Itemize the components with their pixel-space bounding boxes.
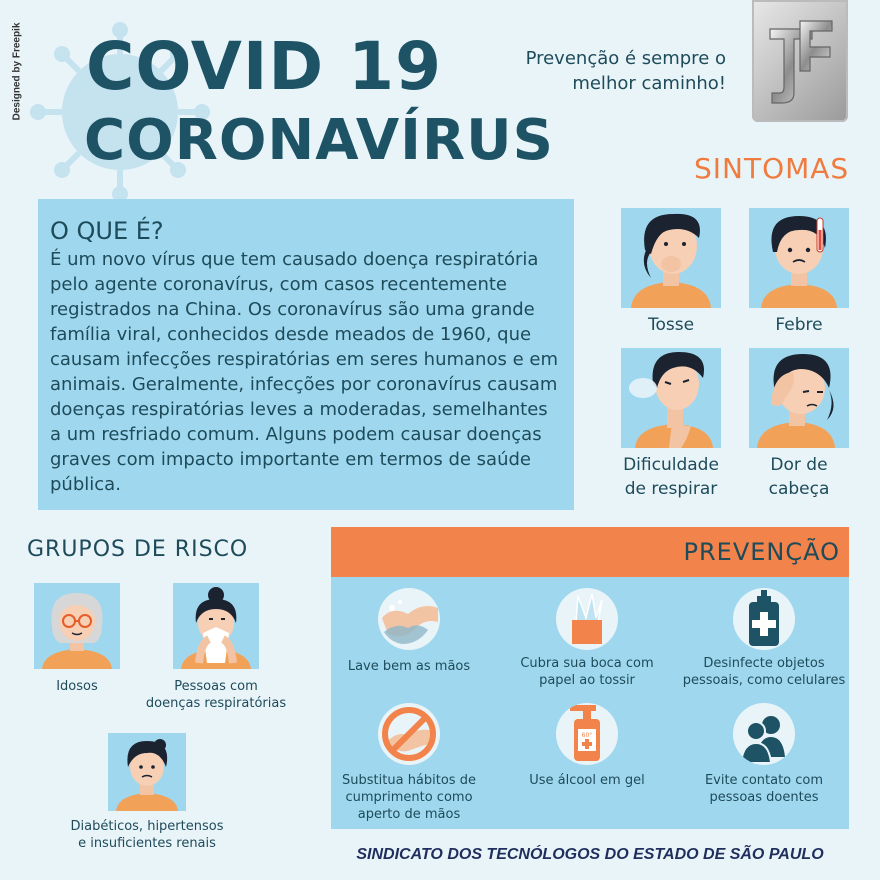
union-logo (752, 0, 848, 122)
headache-icon (749, 348, 849, 448)
symptom-breathing-tile (621, 348, 721, 448)
prevention-tissue-label-line1: Cubra sua boca com (520, 656, 654, 671)
risk-elderly-tile (34, 583, 120, 669)
risk-elderly-label: Idosos (56, 679, 98, 694)
symptom-fever-label: Febre (775, 315, 823, 335)
logo-emblem-icon (760, 11, 840, 111)
chronic-patient-icon (108, 733, 186, 811)
prevention-gel-label: Use álcool em gel (529, 773, 645, 788)
symptom-fever-tile (749, 208, 849, 308)
prevention-nohandshake-label-line1: Substitua hábitos de (342, 773, 476, 788)
symptom-headache-label (739, 453, 859, 501)
what-is-heading: O QUE É? (50, 217, 164, 245)
elderly-icon (34, 583, 120, 669)
title-covid19: COVID 19 (86, 28, 443, 105)
tagline (516, 46, 726, 96)
avoid-contact-icon (733, 703, 795, 765)
prevention-contact-label-line2: pessoas doentes (709, 790, 819, 805)
prevention-title: PREVENÇÃO (683, 538, 840, 566)
risk-chronic-label (57, 818, 237, 852)
tissue-icon (556, 588, 618, 650)
prevention-handwash-circle (378, 588, 440, 650)
fever-icon (749, 208, 849, 308)
disinfectant-icon (733, 588, 795, 650)
breathing-difficulty-icon (621, 348, 721, 448)
prevention-handwash-label: Lave bem as mãos (347, 659, 471, 674)
symptoms-title: SINTOMAS (694, 152, 850, 185)
title-coronavirus: CORONAVÍRUS (84, 108, 554, 173)
risk-respiratory-tile (173, 583, 259, 669)
prevention-contact-label-line1: Evite contato com (704, 773, 824, 788)
symptom-headache-tile (749, 348, 849, 448)
prevention-nohandshake-label (331, 772, 487, 823)
prevention-nohandshake-circle (378, 703, 440, 765)
prevention-disinfect-label-line1: Desinfecte objetos (703, 656, 825, 671)
prevention-contact-circle (733, 703, 795, 765)
symptom-breathing-label-line2: de respirar (624, 479, 718, 499)
symptom-cough-label: Tosse (647, 315, 695, 335)
prevention-contact-label (689, 772, 839, 806)
prevention-tissue-label (507, 655, 667, 689)
footer-union-name: SINDICATO DOS TECNÓLOGOS DO ESTADO DE SÃO PAULO (356, 846, 824, 863)
what-is-body: É um novo vírus que tem causado doença respiratória pelo agente coronavírus, com casos recentemente registrados na China. Os coronavírus são uma grande família viral, conhecidos desde meados de 1960, que causam infecções respiratórias em seres humanos e em animais. Geralmente, infecções por coronavírus causam doenças respiratórias leves a moderadas, semelhantes a um resfriado comum. Alguns podem causar doenças graves com impacto importante em termos de saúde pública. (50, 249, 558, 495)
symptom-breathing-label-line1: Dificuldade (623, 455, 719, 475)
symptom-cough-tile (621, 208, 721, 308)
prevention-disinfect-label-line2: pessoais, como celulares (682, 673, 846, 688)
prevention-nohandshake-label-line3: aperto de mãos (357, 807, 461, 822)
respiratory-patient-icon (173, 583, 259, 669)
symptom-headache-label-line1: Dor de (770, 455, 828, 475)
what-is-box (38, 199, 574, 510)
cough-icon (621, 208, 721, 308)
prevention-disinfect-circle (733, 588, 795, 650)
prevention-tissue-label-line2: papel ao tossir (539, 673, 635, 688)
hand-wash-icon (378, 588, 440, 650)
alcohol-gel-icon (556, 703, 618, 765)
gel-bottle-text: 60° (581, 732, 593, 739)
risk-chronic-label-line1: Diabéticos, hipertensos (70, 819, 224, 834)
risk-respiratory-label-line1: Pessoas com (174, 679, 258, 694)
tagline-line1: Prevenção é sempre o (525, 48, 726, 69)
symptom-headache-label-line2: cabeça (768, 479, 830, 499)
risk-respiratory-label (136, 678, 296, 712)
risk-chronic-tile (108, 733, 186, 811)
prevention-gel-circle (556, 703, 618, 765)
symptom-breathing-label (606, 453, 736, 501)
prevention-tissue-circle (556, 588, 618, 650)
risk-chronic-label-line2: e insuficientes renais (78, 836, 216, 851)
risk-respiratory-label-line2: doenças respiratórias (145, 696, 287, 711)
prevention-nohandshake-label-line2: cumprimento como (345, 790, 473, 805)
risk-groups-title: GRUPOS DE RISCO (27, 537, 249, 562)
tagline-line2: melhor caminho! (572, 73, 726, 94)
prevention-disinfect-label (679, 655, 849, 689)
no-handshake-icon (378, 703, 440, 765)
credit-text: Designed by Freepik (11, 22, 23, 121)
